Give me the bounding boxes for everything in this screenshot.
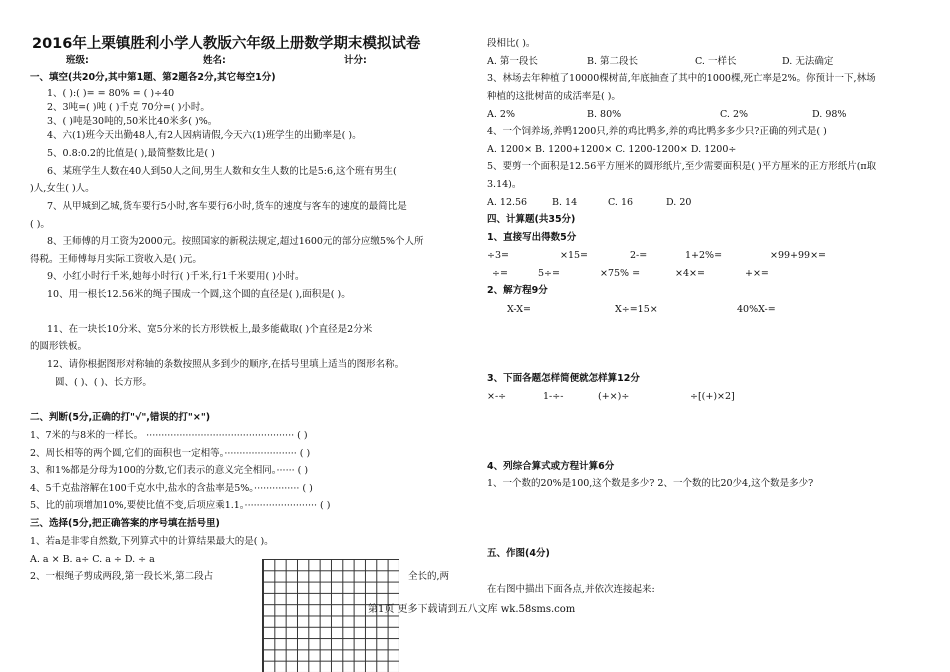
simplify-item: 1-÷- [543,391,564,402]
choice-q2-option-d: D. 无法确定 [782,56,834,67]
fill-q1: 1、( ):( )= = 80% = ( )÷40 [47,88,175,99]
choice-q2-option-c: C. 一样长 [695,56,737,67]
name-label: 姓名: [203,55,226,66]
judge-q5: 5、比的前项增加10%,要使比值不变,后项应乘1.1。························ ( ) [30,500,331,511]
choice-q4: 4、一个饲养场,养鸭1200只,养的鸡比鸭多,养的鸡比鸭多多少只?正确的列式是( ) [487,126,827,137]
oral-calc-item: ×75% = [600,268,641,279]
drawing-instruction: 在右图中描出下面各点,并依次连接起来: [487,584,655,595]
oral-calc-item: 5÷= [538,268,560,279]
choice-q2-option-a: A. 第一段长 [487,56,538,67]
oral-calc-item: 2-= [630,250,648,261]
fill-q12-line1: 12、请你根据图形对称轴的条数按照从多到少的顺序,在括号里填上适当的图形名称。 [47,359,405,370]
score-label: 计分: [344,55,367,66]
choice-q5-option-a: A. 12.56 [487,197,528,208]
fill-q9: 9、小红小时行千米,她每小时行( )千米,行1千米要用( )小时。 [47,271,305,282]
choice-q3-option-c: C. 2% [720,109,749,120]
oral-calc-item: ÷3= [487,250,509,261]
fill-q8-line1: 8、王师傅的月工资为2000元。按照国家的新税法规定,超过1600元的部分应缴5%个人所 [47,236,424,247]
class-label: 班级: [66,55,89,66]
page-title: 2016年上栗镇胜利小学人教版六年级上册数学期末模拟试卷 [32,36,421,52]
choice-q2-line1: 2、一根绳子剪成两段,第一段长米,第二段占 [30,571,214,582]
choice-q5-option-b: B. 14 [552,197,578,208]
choice-q5-option-c: C. 16 [608,197,634,208]
section-1-heading: 一、填空(共20分,其中第1题、第2题各2分,其它每空1分) [30,72,276,83]
choice-q2-line1-end: 全长的,两 [408,571,450,582]
choice-q3-line2: 种植的这批树苗的成活率是( )。 [487,91,621,102]
calc-sub1-heading: 1、直接写出得数5分 [487,232,577,243]
judge-q4: 4、5千克盐溶解在100千克水中,盐水的含盐率是5%。··············· ( ) [30,483,313,494]
choice-q5-line1: 5、要剪一个面积是12.56平方厘米的圆形纸片,至少需要面积是( )平方厘米的正方形纸片(π取 [487,161,877,172]
oral-calc-item: +×= [745,268,769,279]
equation-item: X÷=15× [615,304,658,315]
page-footer: 第1页 更多下载请到五八文库 wk.58sms.com [368,604,576,615]
simplify-item: ÷[(+)×2] [690,391,735,402]
fill-q3: 3、( )吨是30吨的,50米比40米多( )%。 [47,116,218,127]
oral-calc-item: 1+2%= [685,250,723,261]
choice-q5-line2: 3.14)。 [487,179,522,190]
choice-q3-line1: 3、林场去年种植了10000棵树苗,年底抽查了其中的1000棵,死亡率是2%。你预计一下,林场 [487,73,876,84]
fill-q6-line1: 6、某班学生人数在40人到50人之间,男生人数和女生人数的比是5:6,这个班有男生( [47,166,397,177]
judge-q2: 2、周长相等的两个圆,它们的面积也一定相等。························ ( ) [30,448,311,459]
equation-item: 40%X-= [737,304,776,315]
choice-q3-option-d: D. 98% [812,109,847,120]
choice-q5-option-d: D. 20 [666,197,692,208]
fill-q7-line1: 7、从甲城到乙城,货车要行5小时,客车要行6小时,货车的速度与客车的速度的最简比是 [47,201,407,212]
simplify-item: (+×)÷ [598,391,630,402]
choice-q1-options: A. a × B. a÷ C. a ÷ D. ÷ a [30,554,155,565]
fill-q4: 4、六(1)班今天出勤48人,有2人因病请假,今天六(1)班学生的出勤率是( )。 [47,130,362,141]
calc-sub3-heading: 3、下面各题怎样简便就怎样算12分 [487,373,640,384]
fill-q7-line2: ( )。 [30,219,50,230]
choice-q2-line2: 段相比( )。 [487,38,536,49]
judge-q3: 3、和1%都是分母为100的分数,它们表示的意义完全相同。······ ( ) [30,465,309,476]
calc-sub2-heading: 2、解方程9分 [487,285,548,296]
fill-q2: 2、3吨=( )吨 ( )千克 70分=( )小时。 [47,102,210,113]
oral-calc-item: ×15= [560,250,589,261]
fill-q10: 10、用一根长12.56米的绳子围成一个圆,这个圆的直径是( ),面积是( )。 [47,289,351,300]
choice-q1: 1、若a是非零自然数,下列算式中的计算结果最大的是( )。 [30,536,274,547]
fill-q5: 5、0.8:0.2的比值是( ),最简整数比是( ) [47,148,215,159]
fill-q11-line2: 的圆形铁板。 [30,341,88,352]
choice-q4-options: A. 1200× B. 1200+1200× C. 1200-1200× D. 1200÷ [487,144,737,155]
equation-item: X-X= [507,304,532,315]
oral-calc-item: ×99+99×= [770,250,827,261]
fill-q6-line2: )人,女生( )人。 [30,183,95,194]
calc-sub4-heading: 4、列综合算式或方程计算6分 [487,461,615,472]
fill-q11-line1: 11、在一块长10分米、宽5分米的长方形铁板上,最多能截取( )个直径是2分米 [47,324,373,335]
judge-q1: 1、7米的与8米的一样长。 ················································· ( ) [30,430,308,441]
section-4-heading: 四、计算题(共35分) [487,214,576,225]
section-3-heading: 三、选择(5分,把正确答案的序号填在括号里) [30,518,220,529]
section-2-heading: 二、判断(5分,正确的打"√",错误的打"×") [30,412,211,423]
oral-calc-item: ×4×= [675,268,705,279]
section-5-heading: 五、作图(4分) [487,548,550,559]
fill-q12-line2: 圆、( )、( )、长方形。 [55,377,152,388]
choice-q2-option-b: B. 第二段长 [587,56,639,67]
word-problems: 1、一个数的20%是100,这个数是多少? 2、一个数的比20少4,这个数是多少? [487,478,814,489]
choice-q3-option-b: B. 80% [587,109,622,120]
fill-q8-line2: 得税。王师傅每月实际工资收入是( )元。 [30,254,202,265]
choice-q3-option-a: A. 2% [487,109,515,120]
oral-calc-item: ÷= [492,268,508,279]
simplify-item: ×-÷ [487,391,507,402]
